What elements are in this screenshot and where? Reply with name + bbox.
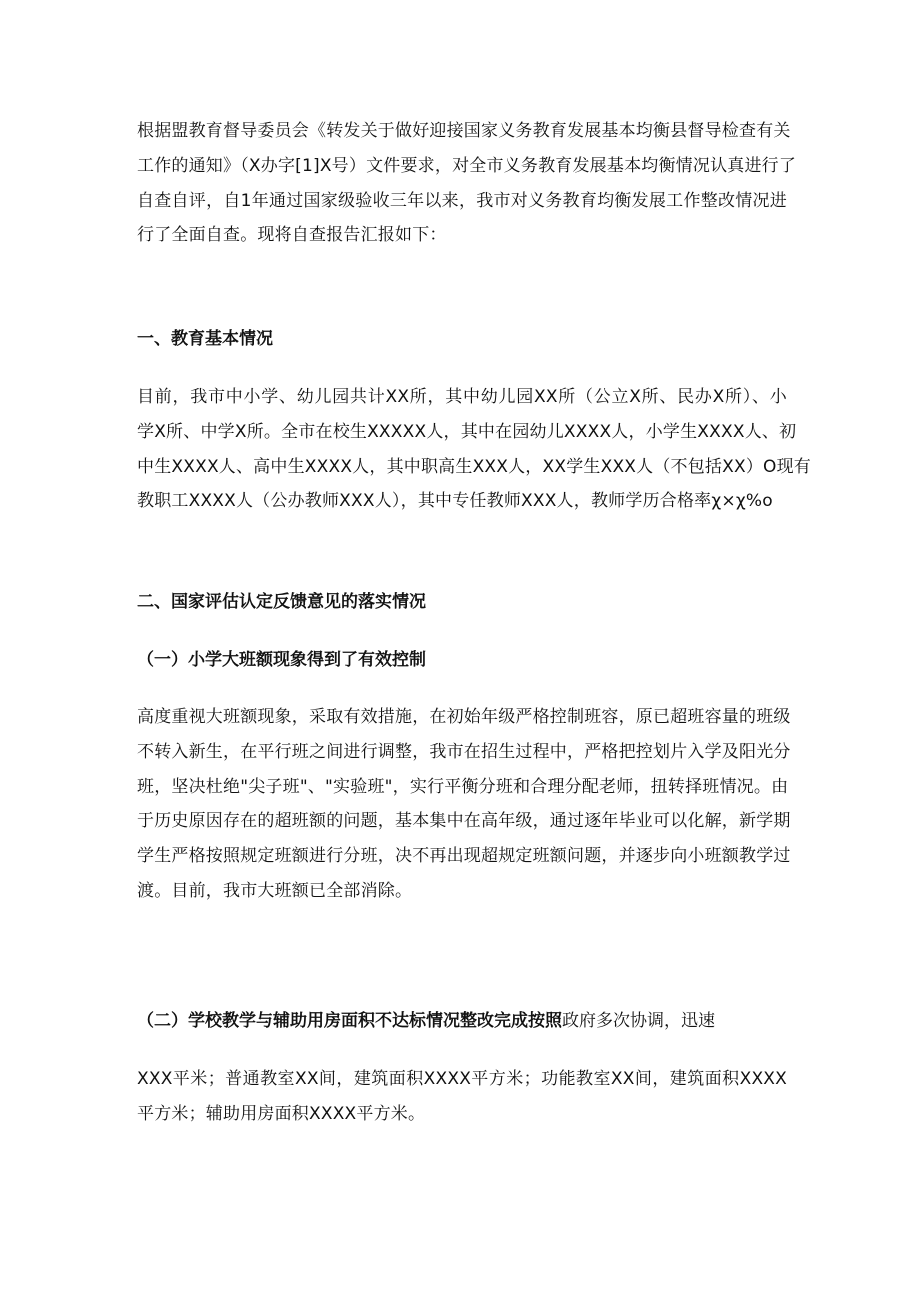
section1-line-1: 目前，我市中小学、幼儿园共计XX所，其中幼儿园XX所（公立X所、民办X所）、小: [137, 387, 787, 407]
sub2-line-2: 平方米；辅助用房面积XXXX平方米。: [137, 1103, 426, 1124]
section1-paragraph: [137, 380, 812, 519]
section2-heading: 二、国家评估认定反馈意见的落实情况: [137, 592, 426, 612]
sub1-line-3: 班，坚决杜绝"尖子班"、"实验班"，实行平衡分班和合理分配老师，扭转择班情况。由: [137, 776, 789, 797]
sub1-line-6: 渡。目前，我市大班额已全部消除。: [137, 880, 413, 901]
section2-sub2-heading: [137, 1004, 715, 1038]
intro-paragraph: [137, 114, 797, 253]
sub2-line-1: XXX平米；普通教室XX间，建筑面积XXXX平方米；功能教室XX间，建筑面积XXXX: [137, 1069, 787, 1089]
intro-line-4: 行了全面自查。现将自查报告汇报如下：: [137, 225, 447, 246]
section2-sub2-paragraph: [137, 1062, 787, 1132]
sub1-line-5: 学生严格按照规定班额进行分班，决不再出现超规定班额问题，并逐步向小班额教学过: [137, 846, 791, 867]
intro-line-2: 工作的通知》（X办字[1]X号）文件要求，对全市义务教育发展基本均衡情况认真进行了: [137, 155, 797, 176]
section1-heading: 一、教育基本情况: [137, 329, 273, 349]
intro-line-3: 自查自评，自1年通过国家级验收三年以来，我市对义务教育均衡发展工作整改情况进: [137, 190, 787, 211]
sub1-line-4: 于历史原因存在的超班额的问题，基本集中在高年级，通过逐年毕业可以化解，新学期: [137, 811, 791, 832]
section1-line-4: 教职工XXXX人（公办教师XXX人），其中专任教师XXX人，教师学历合格率χ×χ%o: [137, 491, 773, 512]
section2-sub1-paragraph: [137, 700, 791, 909]
section1-line-3: 中生XXXX人、高中生XXXX人，其中职高生XXX人，XX学生XXX人（不包括XX）O现有: [137, 456, 812, 477]
sub2-heading-bold: （二）学校教学与辅助用房面积不达标情况整改完成按照: [137, 1011, 562, 1031]
section1-line-2: 学X所、中学X所。全市在校生XXXXX人，其中在园幼儿XXXX人，小学生XXXX人、初: [137, 421, 797, 442]
section2-sub1-heading: （一）小学大班额现象得到了有效控制: [137, 650, 426, 670]
intro-line-1: 根据盟教育督导委员会《转发关于做好迎接国家义务教育发展基本均衡县督导检查有关: [137, 121, 791, 141]
sub1-line-1: 高度重视大班额现象，采取有效措施，在初始年级严格控制班容，原已超班容量的班级: [137, 707, 791, 727]
sub1-line-2: 不转入新生，在平行班之间进行调整，我市在招生过程中，严格把控划片入学及阳光分: [137, 741, 791, 762]
sub2-heading-tail: 政府多次协调，迅速: [562, 1011, 715, 1031]
